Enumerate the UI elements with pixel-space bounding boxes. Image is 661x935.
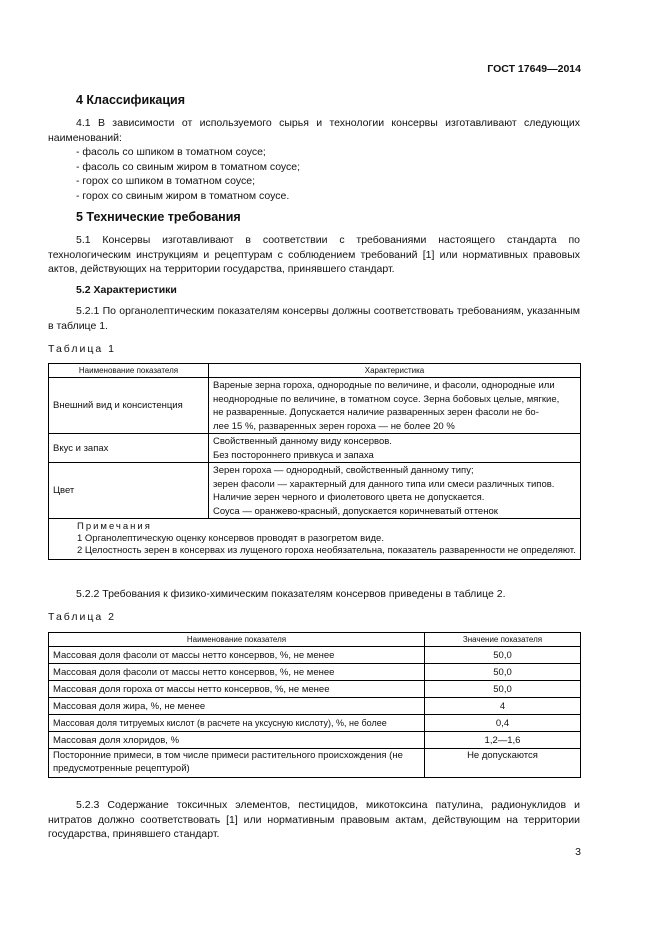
- table-2: [48, 632, 581, 778]
- section-4-title: 4 Классификация: [76, 93, 186, 107]
- table-row: [49, 647, 581, 664]
- table-cell-name: Массовая доля гороха от массы нетто консервов, %, не менее: [49, 681, 425, 698]
- notes-title: Примечания: [77, 521, 152, 532]
- subsection-5-2-title: 5.2 Характеристики: [76, 284, 177, 296]
- table-row: [49, 664, 581, 681]
- table-cell-name: Массовая доля хлоридов, %: [49, 732, 425, 749]
- table-cell-name: Вкус и запах: [49, 434, 209, 463]
- list-item: - фасоль со свиным жиром в томатном соусе;: [76, 160, 301, 173]
- cell-line: зерен фасоли — характерный для данного типа или смеси различных типов.: [213, 478, 555, 490]
- section-5-title: 5 Технические требования: [76, 210, 241, 224]
- note-2: 2 Целостность зерен в консервах из лущеного гороха необязательна, показатель разваренности не определяют.: [77, 545, 576, 556]
- cell-line: Свойственный данному виду консервов.: [213, 436, 392, 447]
- list-item: - горох со свиным жиром в томатном соусе.: [76, 189, 290, 202]
- table-row: [49, 698, 581, 715]
- list-item: - фасоль со шпиком в томатном соусе;: [76, 146, 266, 158]
- paragraph-5-2-1-text: 5.2.1 По органолептическим показателям консервы должны соответствовать требованиям, указанным в таблице 1.: [48, 305, 580, 332]
- table-cell-name: Массовая доля жира, %, не менее: [49, 698, 425, 715]
- table-cell-name: Посторонние примеси, в том числе примеси растительного происхождения (не предусмотренные рецептурой): [49, 749, 425, 778]
- table-cell-value: 50,0: [425, 647, 581, 664]
- table-cell-name: Внешний вид и консистенция: [49, 378, 209, 434]
- cell-line: лее 15 %, разваренных зерен гороха — не более 20 %: [213, 420, 455, 432]
- page-number: 3: [575, 846, 581, 858]
- table-row: [49, 378, 581, 434]
- paragraph-5-2-2: [48, 587, 580, 602]
- paragraph-5-1-text: 5.1 Консервы изготавливают в соответствии с требованиями настоящего стандарта по технологическим инструкциям и рецептурам с соблюдением требований [1] или нормативных правовых актов, действующих на территории государства, принявшего стандарт.: [48, 234, 580, 275]
- table-cell-value: 0,4: [425, 715, 581, 732]
- cell-line: Зерен гороха — однородный, свойственный данному типу;: [213, 465, 474, 476]
- table-row: [49, 463, 581, 519]
- table-row: [49, 715, 581, 732]
- table-cell-name: Массовая доля фасоли от массы нетто консервов, %, не менее: [49, 664, 425, 681]
- table-cell-value: 1,2—1,6: [425, 732, 581, 749]
- table-cell-name: Массовая доля фасоли от массы нетто консервов, %, не менее: [49, 647, 425, 664]
- table-row: [49, 732, 581, 749]
- paragraph-5-2-3: [48, 798, 580, 842]
- table-cell-name: Массовая доля титруемых кислот (в расчете на уксусную кислоту), %, не более: [49, 715, 425, 732]
- table-1-notes: [49, 519, 581, 560]
- standard-code: ГОСТ 17649—2014: [487, 63, 581, 75]
- cell-line: Соуса — оранжево-красный, допускается коричневатый оттенок: [213, 505, 498, 517]
- note-1: 1 Органолептическую оценку консервов проводят в разогретом виде.: [77, 533, 384, 544]
- cell-line: не разваренные. Допускается наличие разваренных зерен фасоли не бо-: [213, 407, 539, 418]
- table-1-header-name: Наименование показателя: [49, 364, 209, 378]
- table-2-header-value: Значение показателя: [425, 633, 581, 647]
- paragraph-5-2-2-text: 5.2.2 Требования к физико-химическим показателям консервов приведены в таблице 2.: [76, 588, 506, 600]
- table-cell-characteristic: [209, 378, 581, 434]
- table-row: [49, 434, 581, 463]
- table-cell-value: 50,0: [425, 681, 581, 698]
- cell-line: неоднородные по величине, в томатном соусе. Зерна бобовых целые, мягкие,: [213, 393, 560, 405]
- table-1-header-characteristic: Характеристика: [209, 364, 581, 378]
- table-notes-row: [49, 519, 581, 560]
- table-1-caption: Таблица 1: [48, 343, 116, 355]
- table-cell-characteristic: [209, 463, 581, 519]
- table-row: [49, 749, 581, 778]
- cell-line: Вареные зерна гороха, однородные по величине, и фасоли, однородные или: [213, 380, 555, 391]
- paragraph-5-2-3-text: 5.2.3 Содержание токсичных элементов, пестицидов, микотоксина патулина, радионуклидов и нитратов должно соответствовать [1] или нормативным правовым актам, действующим на территории государства, принявшего стандарт.: [48, 799, 580, 840]
- table-2-caption: Таблица 2: [48, 611, 116, 623]
- paragraph-5-1: [48, 233, 580, 277]
- table-cell-value: Не допускаются: [425, 749, 581, 778]
- table-cell-characteristic: [209, 434, 581, 463]
- cell-line: Наличие зерен черного и фиолетового цвета не допускается.: [213, 492, 485, 503]
- table-1: [48, 363, 581, 560]
- table-cell-name: Цвет: [49, 463, 209, 519]
- paragraph-4-1-text: 4.1 В зависимости от используемого сырья и технологии консервы изготавливают следующих наименований:: [48, 117, 580, 144]
- table-cell-value: 50,0: [425, 664, 581, 681]
- paragraph-5-2-1: [48, 304, 580, 333]
- table-cell-value: 4: [425, 698, 581, 715]
- table-2-header-name: Наименование показателя: [49, 633, 425, 647]
- list-item: - горох со шпиком в томатном соусе;: [76, 175, 256, 187]
- paragraph-4-1: [48, 116, 580, 145]
- table-row: [49, 681, 581, 698]
- cell-line: Без постороннего привкуса и запаха: [213, 449, 374, 461]
